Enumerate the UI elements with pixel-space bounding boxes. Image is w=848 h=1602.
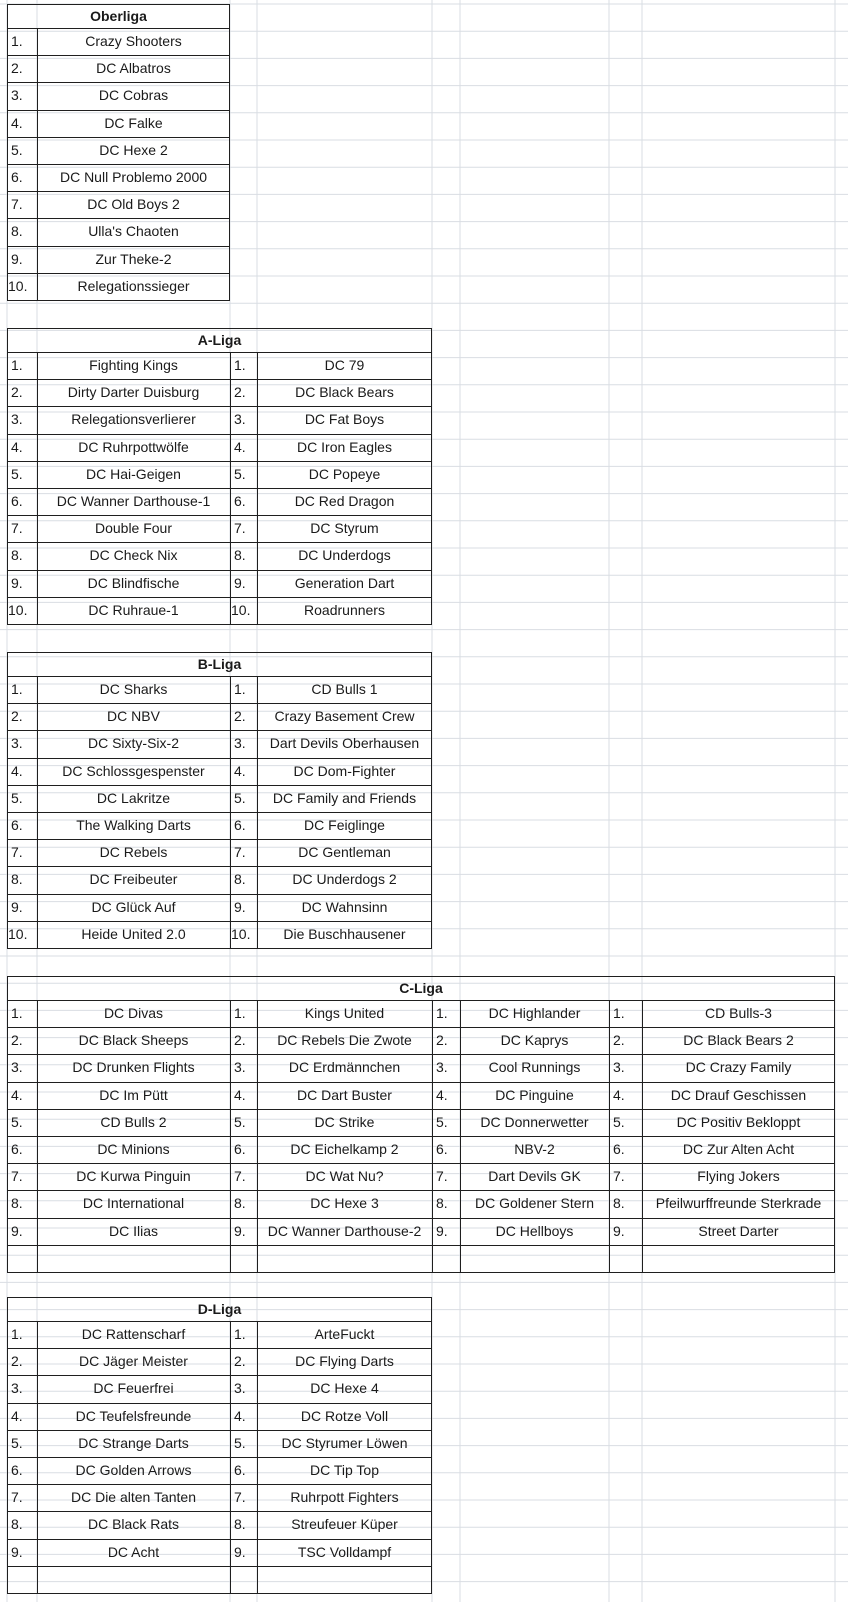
team-name: DC Im Pütt [99, 1086, 168, 1103]
team-name: DC Divas [103, 1005, 164, 1021]
rank-number: 4. [11, 1086, 23, 1103]
team-name: DC Golden Arrows [75, 1462, 192, 1478]
team-name: DC Acht [107, 1543, 160, 1560]
team-name: TSC Volldampf [297, 1543, 392, 1560]
rank-number: 8. [11, 223, 23, 240]
team-name: DC Rebels [99, 844, 168, 861]
team-name: DC Ilias [108, 1222, 158, 1239]
rank-number: 7. [234, 520, 246, 537]
rank-number: 8. [11, 1516, 23, 1533]
rank-number: 2. [234, 708, 246, 725]
rank-number: 5. [234, 789, 246, 806]
rank-number: 6. [11, 1462, 23, 1478]
rank-number: 3. [11, 1059, 23, 1076]
team-name: DC Positiv Bekloppt [676, 1113, 801, 1130]
team-name: NBV-2 [514, 1141, 555, 1157]
rank-number: 9. [11, 898, 23, 915]
league-title: C-Liga [399, 980, 443, 996]
team-name: Streufeuer Küper [291, 1516, 398, 1533]
team-name: DC Flying Darts [295, 1353, 394, 1370]
team-name: DC NBV [107, 708, 160, 725]
rank-number: 1. [234, 681, 246, 697]
team-name: Die Buschhausener [283, 925, 406, 942]
rank-number: 6. [11, 1141, 23, 1157]
rank-number: 7. [234, 1168, 246, 1185]
team-name: Dart Devils GK [488, 1168, 581, 1185]
rank-number: 3. [234, 735, 246, 752]
rank-number: 4. [234, 438, 246, 455]
rank-number: 3. [11, 735, 23, 752]
team-name: ArteFuckt [314, 1326, 375, 1342]
rank-number: 4. [613, 1086, 625, 1103]
rank-number: 8. [11, 1195, 23, 1212]
rank-number: 10. [8, 925, 28, 942]
team-name: DC Hexe 3 [310, 1195, 379, 1212]
rank-number: 4. [11, 114, 23, 131]
team-name: DC Hellboys [495, 1222, 574, 1239]
team-name: DC Family and Friends [272, 789, 417, 806]
rank-number: 5. [613, 1113, 625, 1130]
team-name: DC Dart Buster [297, 1086, 392, 1103]
rank-number: 8. [613, 1195, 625, 1212]
rank-number: 6. [234, 817, 246, 833]
rank-number: 4. [234, 1086, 246, 1103]
rank-number: 1. [436, 1005, 448, 1021]
rank-number: 1. [234, 1005, 246, 1021]
team-name: DC Zur Alten Acht [682, 1141, 795, 1157]
rank-number: 3. [613, 1059, 625, 1076]
team-name: DC Rebels Die Zwote [277, 1032, 412, 1049]
team-name: DC Check Nix [89, 547, 178, 564]
rank-number: 8. [234, 1516, 246, 1533]
rank-number: 6. [436, 1141, 448, 1157]
team-name: DC 79 [324, 357, 365, 373]
rank-number: 4. [11, 438, 23, 455]
rank-number: 9. [11, 250, 23, 267]
team-name: DC Sharks [99, 681, 168, 697]
rank-number: 1. [234, 357, 246, 373]
rank-number: 2. [436, 1032, 448, 1049]
rank-number: 8. [234, 1195, 246, 1212]
rank-number: 10. [8, 277, 28, 294]
team-name: DC Strange Darts [78, 1434, 189, 1451]
team-name: DC Donnerwetter [480, 1113, 589, 1130]
team-name: DC Teufelsfreunde [75, 1407, 192, 1424]
team-name: Generation Dart [294, 574, 395, 591]
rank-number: 7. [613, 1168, 625, 1185]
rank-number: 9. [436, 1222, 448, 1239]
rank-number: 10. [231, 925, 251, 942]
team-name: DC Albatros [96, 60, 171, 77]
team-name: DC Styrum [310, 520, 379, 537]
team-name: DC Underdogs [298, 547, 391, 564]
rank-number: 4. [11, 762, 23, 779]
team-name: DC Hexe 4 [310, 1380, 379, 1397]
team-name: DC Sixty-Six-2 [87, 735, 179, 752]
rank-number: 6. [11, 493, 23, 509]
team-name: DC Drauf Geschissen [670, 1086, 807, 1103]
team-name: Dart Devils Oberhausen [269, 735, 420, 752]
team-name: Ulla's Chaoten [88, 223, 179, 240]
team-name: DC Minions [97, 1141, 170, 1157]
team-name: DC Wanner Darthouse-2 [267, 1222, 422, 1239]
team-name: Cool Runnings [488, 1059, 581, 1076]
rank-number: 3. [234, 1380, 246, 1397]
team-name: Kings United [304, 1005, 385, 1021]
rank-number: 7. [11, 1168, 23, 1185]
rank-number: 6. [234, 1141, 246, 1157]
team-name: Double Four [94, 520, 173, 537]
team-name: DC Popeye [308, 465, 381, 482]
rank-number: 7. [234, 1489, 246, 1506]
team-name: DC Feiglinge [304, 817, 385, 833]
rank-number: 3. [11, 87, 23, 104]
rank-number: 2. [11, 1032, 23, 1049]
league-title: D-Liga [197, 1301, 242, 1317]
league-title: Oberliga [90, 8, 147, 24]
rank-number: 2. [234, 384, 246, 401]
rank-number: 1. [11, 1005, 23, 1021]
team-name: DC Dom-Fighter [293, 762, 396, 779]
team-name: DC Freibeuter [89, 871, 178, 888]
rank-number: 5. [11, 1113, 23, 1130]
rank-number: 4. [11, 1407, 23, 1424]
team-name: CD Bulls 2 [100, 1113, 167, 1130]
rank-number: 1. [234, 1326, 246, 1342]
rank-number: 9. [234, 898, 246, 915]
rank-number: 7. [11, 196, 23, 213]
rank-number: 3. [11, 1380, 23, 1397]
team-name: DC Wanner Darthouse-1 [56, 493, 211, 509]
team-name: Street Darter [698, 1222, 779, 1239]
rank-number: 2. [11, 708, 23, 725]
team-name: DC Black Bears 2 [683, 1032, 794, 1049]
team-name: Relegationsverlierer [71, 411, 196, 428]
team-name: DC Jäger Meister [79, 1353, 188, 1370]
rank-number: 3. [436, 1059, 448, 1076]
rank-number: 5. [11, 465, 23, 482]
rank-number: 2. [234, 1032, 246, 1049]
team-name: DC Cobras [98, 87, 169, 104]
rank-number: 9. [234, 1222, 246, 1239]
team-name: DC Fat Boys [304, 411, 385, 428]
rank-number: 2. [11, 384, 23, 401]
rank-number: 4. [234, 1407, 246, 1424]
rank-number: 9. [11, 574, 23, 591]
rank-number: 5. [11, 789, 23, 806]
team-name: DC Wat Nu? [305, 1168, 384, 1185]
team-name: DC Strike [314, 1113, 375, 1130]
rank-number: 5. [436, 1113, 448, 1130]
rank-number: 1. [11, 1326, 23, 1342]
rank-number: 5. [234, 1434, 246, 1451]
team-name: DC Tip Top [310, 1462, 379, 1478]
team-name: DC Iron Eagles [297, 438, 392, 455]
rank-number: 2. [613, 1032, 625, 1049]
rank-number: 9. [613, 1222, 625, 1239]
team-name: DC Die alten Tanten [70, 1489, 197, 1506]
team-name: DC Red Dragon [294, 493, 395, 509]
rank-number: 8. [11, 547, 23, 564]
team-name: DC Old Boys 2 [87, 196, 180, 213]
team-name: Roadrunners [304, 601, 385, 618]
rank-number: 4. [436, 1086, 448, 1103]
rank-number: 1. [11, 357, 23, 373]
rank-number: 9. [234, 574, 246, 591]
league-title: B-Liga [197, 656, 242, 672]
rank-number: 7. [436, 1168, 448, 1185]
rank-number: 3. [234, 1059, 246, 1076]
team-name: DC Eichelkamp 2 [290, 1141, 399, 1157]
rank-number: 8. [11, 871, 23, 888]
team-name: DC Lakritze [96, 789, 171, 806]
team-name: Crazy Shooters [85, 33, 182, 49]
team-name: DC Falke [104, 114, 163, 131]
team-name: DC Erdmännchen [288, 1059, 401, 1076]
team-name: DC Wahnsinn [301, 898, 388, 915]
team-name: Heide United 2.0 [81, 925, 186, 942]
team-name: DC Rattenscharf [81, 1326, 186, 1342]
rank-number: 5. [11, 141, 23, 158]
rank-number: 10. [8, 601, 28, 618]
team-name: Ruhrpott Fighters [290, 1489, 399, 1506]
rank-number: 7. [11, 520, 23, 537]
team-name: Pfeilwurffreunde Sterkrade [655, 1195, 822, 1212]
rank-number: 8. [436, 1195, 448, 1212]
team-name: DC Styrumer Löwen [281, 1434, 408, 1451]
rank-number: 1. [11, 33, 23, 49]
team-name: DC Blindfische [87, 574, 180, 591]
team-name: DC Pinguine [495, 1086, 574, 1103]
rank-number: 4. [234, 762, 246, 779]
rank-number: 5. [234, 465, 246, 482]
rank-number: 7. [11, 1489, 23, 1506]
team-name: DC Schlossgespenster [62, 762, 205, 779]
team-name: DC Rotze Voll [300, 1407, 389, 1424]
rank-number: 10. [231, 601, 251, 618]
rank-number: 9. [234, 1543, 246, 1560]
team-name: Fighting Kings [89, 357, 178, 373]
team-name: DC Ruhraue-1 [88, 601, 179, 618]
team-name: DC Black Sheeps [78, 1032, 189, 1049]
team-name: DC Black Bears [295, 384, 394, 401]
rank-number: 7. [11, 844, 23, 861]
team-name: DC Glück Auf [91, 898, 176, 915]
team-name: DC Null Problemo 2000 [59, 169, 208, 185]
rank-number: 1. [613, 1005, 625, 1021]
rank-number: 6. [11, 817, 23, 833]
team-name: Zur Theke-2 [95, 250, 172, 267]
rank-number: 9. [11, 1543, 23, 1560]
team-name: CD Bulls-3 [705, 1005, 772, 1021]
rank-number: 9. [11, 1222, 23, 1239]
team-name: DC Hexe 2 [99, 141, 168, 158]
team-name: CD Bulls 1 [311, 681, 378, 697]
rank-number: 3. [234, 411, 246, 428]
team-name: DC Kaprys [500, 1032, 569, 1049]
rank-number: 3. [11, 411, 23, 428]
rank-number: 8. [234, 871, 246, 888]
team-name: DC Crazy Family [685, 1059, 792, 1076]
team-name: DC Drunken Flights [72, 1059, 195, 1076]
rank-number: 2. [11, 60, 23, 77]
rank-number: 5. [11, 1434, 23, 1451]
rank-number: 1. [11, 681, 23, 697]
team-name: DC Feuerfrei [93, 1380, 174, 1397]
team-name: DC Underdogs 2 [292, 871, 397, 888]
rank-number: 6. [234, 493, 246, 509]
team-name: The Walking Darts [76, 817, 191, 833]
team-name: DC International [82, 1195, 185, 1212]
rank-number: 7. [234, 844, 246, 861]
team-name: DC Highlander [488, 1005, 581, 1021]
rank-number: 5. [234, 1113, 246, 1130]
rank-number: 6. [613, 1141, 625, 1157]
team-name: DC Ruhrpottwölfe [78, 438, 189, 455]
league-title: A-Liga [197, 332, 242, 348]
team-name: Relegationssieger [77, 277, 190, 294]
rank-number: 8. [234, 547, 246, 564]
team-name: DC Hai-Geigen [86, 465, 181, 482]
rank-number: 2. [234, 1353, 246, 1370]
rank-number: 6. [11, 169, 23, 185]
team-name: Crazy Basement Crew [274, 708, 415, 725]
team-name: DC Gentleman [298, 844, 391, 861]
rank-number: 2. [11, 1353, 23, 1370]
team-name: Dirty Darter Duisburg [67, 384, 200, 401]
team-name: DC Kurwa Pinguin [76, 1168, 191, 1185]
rank-number: 6. [234, 1462, 246, 1478]
team-name: DC Black Rats [87, 1516, 180, 1533]
team-name: Flying Jokers [697, 1168, 780, 1185]
team-name: DC Goldener Stern [474, 1195, 595, 1212]
